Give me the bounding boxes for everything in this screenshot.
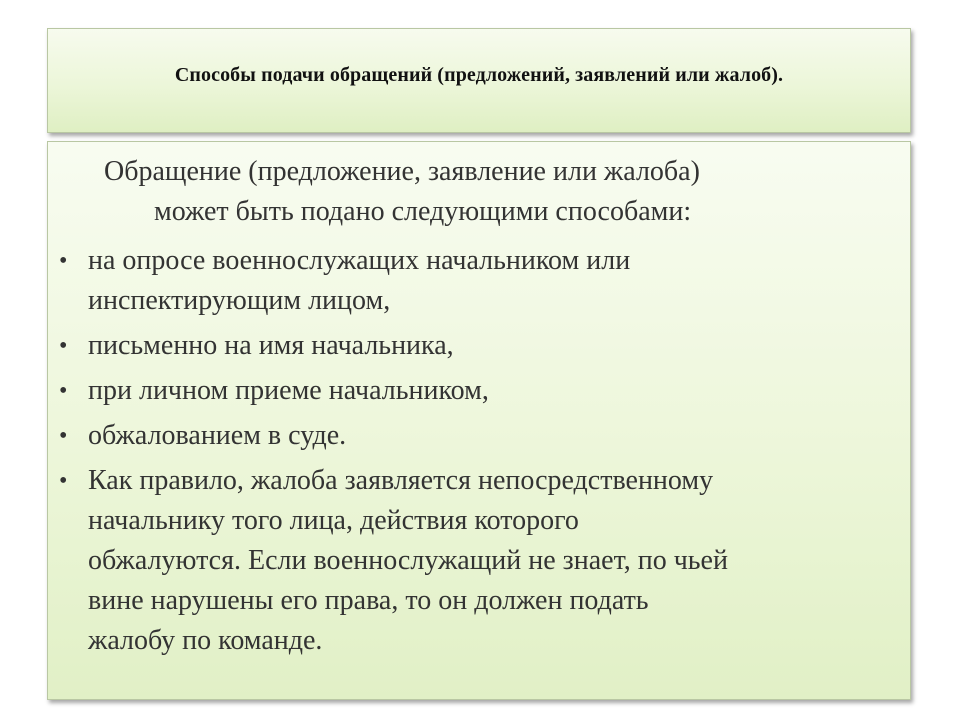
bullet-list bbox=[48, 241, 912, 666]
bullet-dot-icon: • bbox=[59, 248, 68, 274]
bullet-dot-icon: • bbox=[59, 468, 68, 494]
bullet-dot-icon: • bbox=[59, 423, 68, 449]
bullet-line: обжалуются. Если военнослужащий не знает, по чьей bbox=[88, 545, 728, 576]
bullet-line: инспектирующим лицом, bbox=[88, 285, 391, 316]
bullet-item bbox=[48, 371, 912, 411]
bullet-dot-icon: • bbox=[59, 333, 68, 359]
bullet-dot-icon: • bbox=[59, 378, 68, 404]
bullet-line: начальнику того лица, действия которого bbox=[88, 505, 579, 536]
bullet-line: Как правило, жалоба заявляется непосредственному bbox=[88, 465, 714, 496]
bullet-item bbox=[48, 461, 912, 661]
bullet-item bbox=[48, 241, 912, 321]
bullet-item bbox=[48, 326, 912, 366]
bullet-line: при личном приеме начальником, bbox=[88, 375, 489, 406]
intro-line-2: может быть подано следующими способами: bbox=[154, 196, 692, 227]
intro-line-1: Обращение (предложение, заявление или жалоба) bbox=[104, 156, 700, 187]
bullet-line: обжалованием в суде. bbox=[88, 420, 347, 451]
bullet-item bbox=[48, 416, 912, 456]
slide-content-box bbox=[47, 141, 911, 700]
slide-title-box bbox=[47, 28, 911, 133]
bullet-line: вине нарушены его права, то он должен подать bbox=[88, 585, 649, 616]
intro-text bbox=[104, 152, 854, 232]
bullet-line: на опросе военнослужащих начальником или bbox=[88, 245, 631, 276]
slide-title: Способы подачи обращений (предложений, заявлений или жалоб). bbox=[174, 64, 784, 86]
bullet-line: письменно на имя начальника, bbox=[88, 330, 454, 361]
bullet-line: жалобу по команде. bbox=[88, 625, 323, 656]
